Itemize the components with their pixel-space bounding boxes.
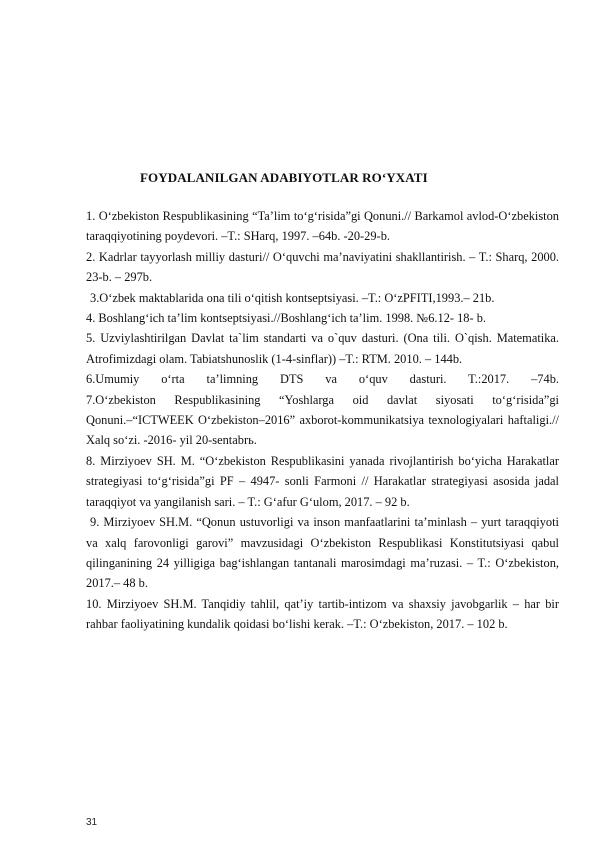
page-number: 31 (86, 817, 98, 828)
reference-item-9: 9. Mirziyoev SH.M. “Qonun ustuvorligi va inson manfaatlarini ta’minlash – yurt taraqqiyoti va xalq farovonligi garovi” mavzusidagi O‘zbekiston Respublikasi Konstitutsiyasi qabul qilinganining 24 yilligiga bag‘ishlangan tantanali marosimdagi ma’ruzasi. – T.: O‘zbekiston, 2017.– 48 b. (86, 515, 559, 591)
reference-item-5: 5. Uzviylashtirilgan Davlat ta`lim standarti va o`quv dasturi. (Ona tili. O`qish. Matematika. Atrofimizdagi olam. Tabiatshunoslik (1-4-sinflar)) –T.: RTM. 2010. – 144b. (86, 331, 559, 366)
reference-item-1: 1. O‘zbekiston Respublikasining “Ta’lim to‘g‘risida”gi Qonuni.// Barkamol avlod-O‘zbekiston taraqqiyotining poydevori. –T.: SHarq, 1997. –64b. -20-29-b. (86, 209, 559, 244)
reference-item-10: 10. Mirziyoev SH.M. Tanqidiy tahlil, qat’iy tartib-intizom va shaxsiy javobgarlik – har bir rahbar faoliyatining kundalik qoidasi bo‘lishi kerak. –T.: O‘zbekiston, 2017. – 102 b. (86, 596, 559, 632)
page-title: FOYDALANILGAN ADABIYOTLAR RO‘YXATI (140, 170, 428, 185)
reference-item-8: 8. Mirziyoev SH. M. “O‘zbekiston Respublikasini yanada rivojlantirish bo‘yicha Harakatlar strategiyasi to‘g‘risida”gi PF – 4947- sonli Farmoni // Harakatlar strategiyasi asosida jadal taraqqiyot va yangilanish sari. – T.: G‘afur G‘ulom, 2017. – 92 b. (86, 453, 559, 509)
reference-item-6: 6.Umumiy o‘rta ta’limning DTS va o‘quv dasturi. T.:2017. –74b. (86, 372, 559, 387)
reference-item-2: 2. Kadrlar tayyorlash milliy dasturi// O‘quvchi ma’naviyatini shakllantirish. – T.: Sharq, 2000. 23-b. – 297b. (86, 249, 559, 285)
reference-item-7: 7.O‘zbekiston Respublikasining “Yoshlarga oid davlat siyosati to‘g‘risida”gi Qonuni.–“ICTWEEK O‘zbekiston–2016” axborot-kommunikatsiya texnologiyalari haftaligi.// Xalq so‘zi. -2016- yil 20-sentabrь. (86, 392, 559, 448)
reference-list (86, 206, 559, 635)
reference-item-3: 3.O‘zbek maktablarida ona tili o‘qitish kontseptsiyasi. –T.: O‘zPFITI,1993.– 21b. (90, 290, 495, 305)
reference-item-4: 4. Boshlang‘ich ta’lim kontseptsiyasi.//Boshlang‘ich ta’lim. 1998. №6.12- 18- b. (86, 311, 487, 326)
